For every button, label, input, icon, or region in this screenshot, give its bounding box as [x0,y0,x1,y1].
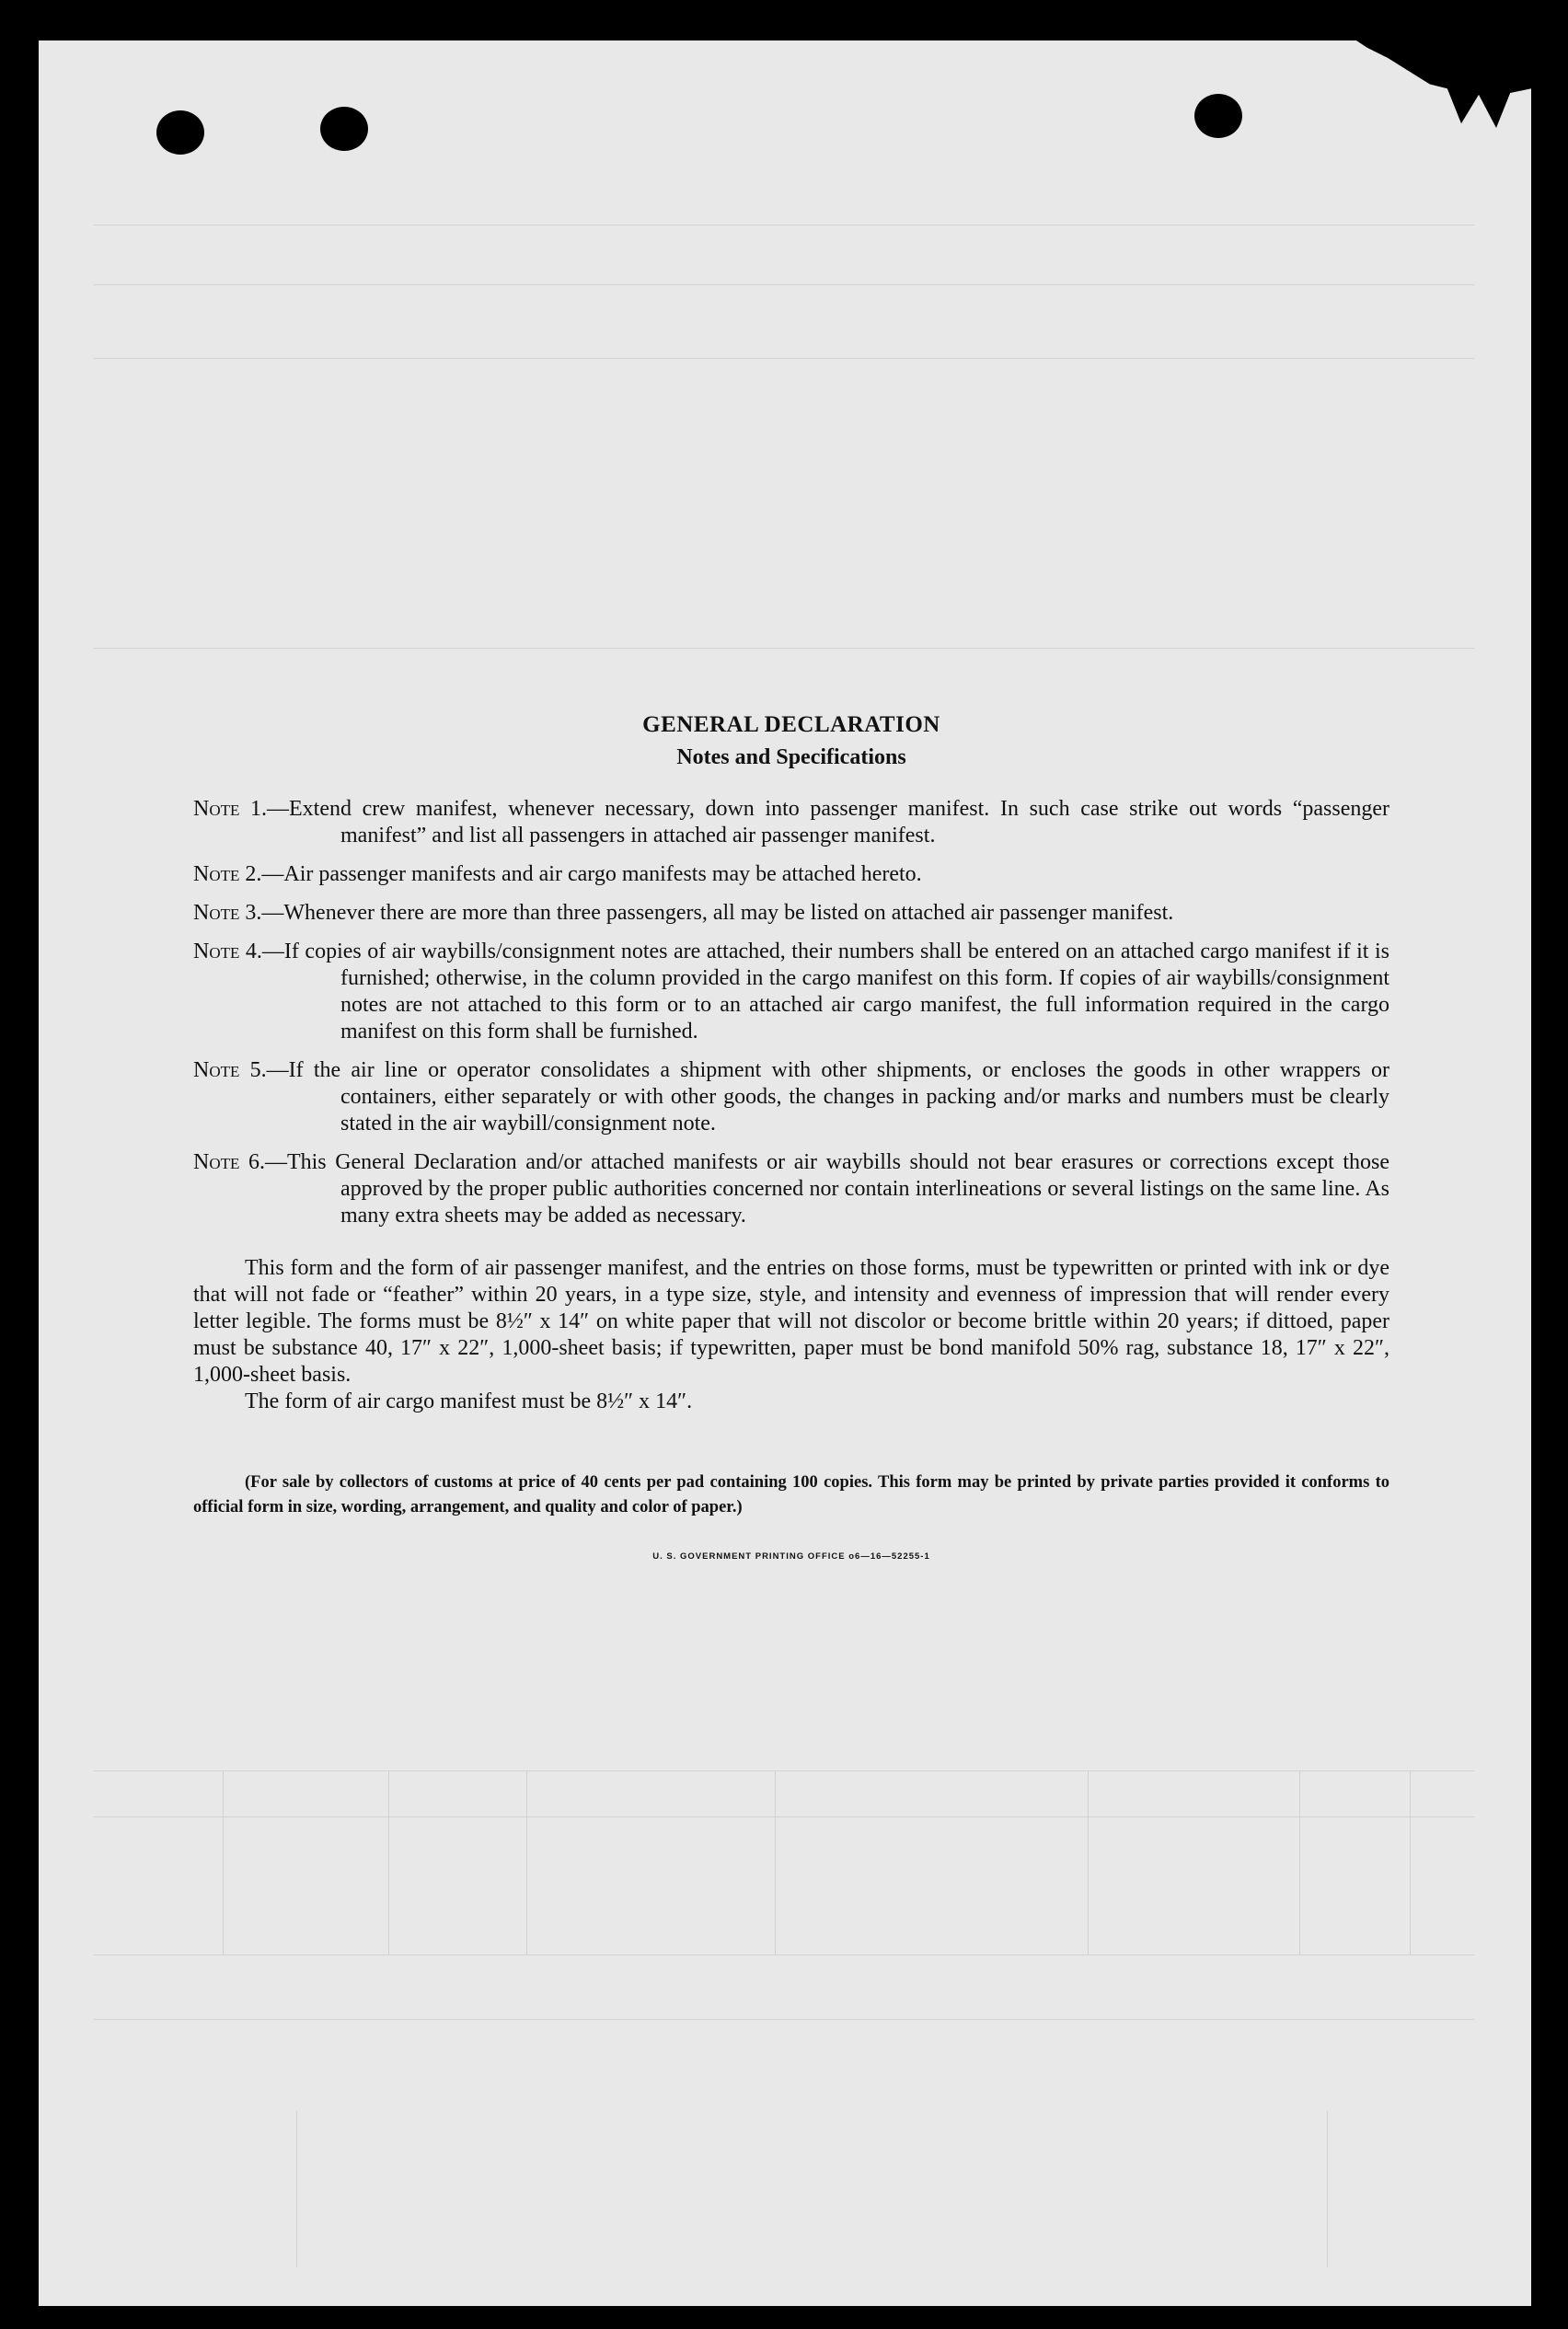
note-text: If copies of air waybills/consignment notes are attached, their numbers shall be entered on an attached cargo manifest if it is furnished; otherwise, in the column provided in the cargo manifest on this form. If copies of air waybills/consignment notes are not attached to this form or to an attached air cargo manifest, the full information required in the cargo manifest on this form shall be furnished. [283,940,1390,1043]
torn-corner [1356,40,1531,128]
punch-hole-center [320,107,368,151]
note-text: This General Declaration and/or attached manifests or air waybills should not bear erasures or corrections except those approved by the proper public authorities concerned nor contain interlineations or several listings on the same line. As many extra sheets may be added as necessary. [286,1150,1389,1228]
note-label: Note 1. [193,797,268,821]
printer-imprint: U. S. GOVERNMENT PRINTING OFFICE o6—16—52255-1 [652,1551,930,1562]
note-2: Note 2.—Air passenger manifests and air cargo manifests may be attached hereto. [193,862,922,886]
note-text: Air passenger manifests and air cargo manifests may be attached hereto. [283,862,922,886]
note-label: Note 5. [193,1058,267,1082]
note-4: Note 4.—If copies of air waybills/consignment notes are attached, their numbers shall be entered on an attached cargo manifest if it is furnished; otherwise, in the column provided in the cargo manifest on this form. If copies of air waybills/consignment notes are not attached to this form or to an attached air cargo manifest, the full information required in the cargo manifest on this form shall be furnished. [193,940,1390,1043]
note-6: Note 6.—This General Declaration and/or attached manifests or air waybills should not bear erasures or corrections except those approved by the proper public authorities concerned nor contain interlineations or several listings on the same line. As many extra sheets may be added as necessary. [193,1150,1389,1228]
cargo-manifest-size-paragraph: The form of air cargo manifest must be 8½″ x 14″. [245,1389,693,1413]
document-title: GENERAL DECLARATION [642,712,940,737]
note-1: Note 1.—Extend crew manifest, whenever necessary, down into passenger manifest. In such case strike out words “passenger manifest” and list all passengers in attached air passenger manifest. [193,797,1389,847]
punch-hole-right [1194,94,1242,138]
note-label: Note 2. [193,862,262,886]
notes-section [193,666,1389,1562]
document-page [39,40,1531,2306]
note-5: Note 5.—If the air line or operator consolidates a shipment with other shipments, or encloses the goods in other wrappers or containers, either separately or with other goods, the changes in packing and/or marks and numbers must be clearly stated in the air waybill/consignment note. [193,1058,1389,1136]
document-subtitle: Notes and Specifications [676,745,906,769]
note-text: Extend crew manifest, whenever necessary, down into passenger manifest. In such case strike out words “passenger manifest” and list all passengers in attached air passenger manifest. [289,797,1389,847]
note-text: If the air line or operator consolidates a shipment with other shipments, or encloses the goods in other wrappers or containers, either separately or with other goods, the changes in packing and/or marks and numbers must be clearly stated in the air waybill/consignment note. [288,1058,1389,1136]
punch-hole-left [156,110,204,155]
note-label: Note 6. [193,1150,265,1174]
sale-notice: (For sale by collectors of customs at price of 40 cents per pad containing 100 copies. This form may be printed by private parties provided it conforms to official form in size, wording, arrangement, and quality and color of paper.) [193,1473,1389,1516]
note-label: Note 4. [193,940,262,963]
note-3: Note 3.—Whenever there are more than three passengers, all may be listed on attached air passenger manifest. [193,901,1174,925]
note-text: Whenever there are more than three passengers, all may be listed on attached air passenger manifest. [283,901,1174,925]
note-label: Note 3. [193,901,262,925]
paper-specification-paragraph: This form and the form of air passenger manifest, and the entries on those forms, must be typewritten or printed with ink or dye that will not fade or “feather” within 20 years, in a type size, style, and intensity and evenness of impression that will render every letter legible. The forms must be 8½″ x 14″ on white paper that will not discolor or become brittle within 20 years; if dittoed, paper must be substance 40, 17″ x 22″, 1,000-sheet basis; if typewritten, paper must be bond manifold 50% rag, substance 18, 17″ x 22″, 1,000-sheet basis. [193,1256,1389,1387]
